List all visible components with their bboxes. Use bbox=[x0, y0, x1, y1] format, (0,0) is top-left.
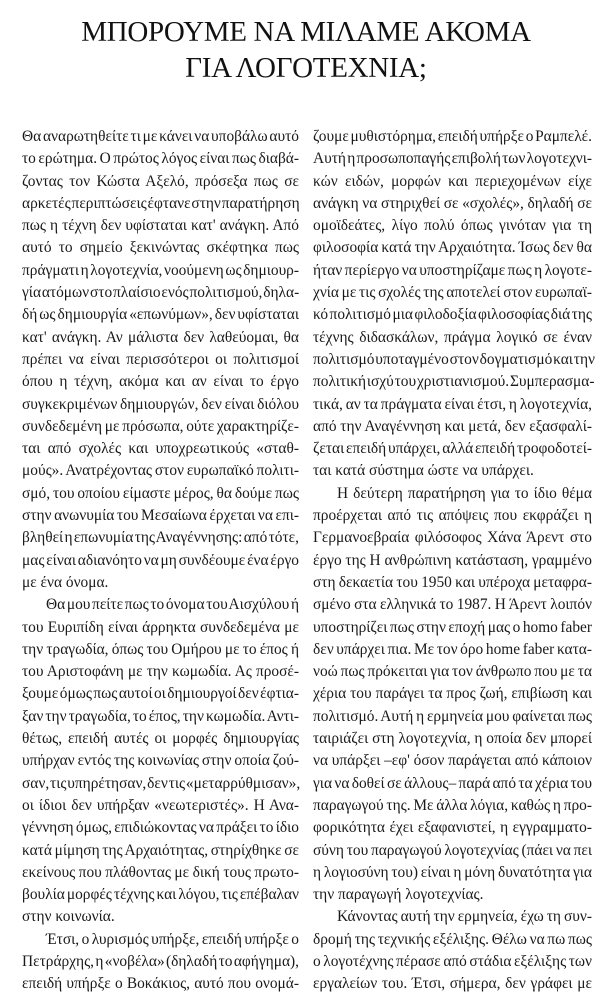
text-line: Έτσι, ο λυρισμός υπήρξε, επειδή υπήρξε ο bbox=[46, 930, 299, 948]
text-line: Θα αναρωτηθείτε τι με κάνει να υποβάλω αυτό bbox=[22, 128, 299, 145]
text-line: πολιτική ισχύ του χριστιανισμού. Συμπερασμα- bbox=[313, 373, 595, 391]
text-line: υποστηρίζει πως στην εποχή μας ο homo faber bbox=[313, 618, 592, 636]
text-line: ται κατά σύστημα ώστε να υπάρχει. bbox=[313, 462, 534, 480]
text-line: την παραγωγή λογοτεχνίας. bbox=[313, 886, 484, 904]
article-title bbox=[0, 14, 612, 86]
text-line: ο λογοτέχνης πέρασε από στάδια εξέλιξης των bbox=[313, 952, 592, 970]
text-line: κό πολιτισμό μια φιλοδοξία φιλοσοφίας διά της bbox=[313, 306, 592, 324]
text-line: από την Αναγέννηση και μετά, δεν εξασφαλί- bbox=[313, 417, 592, 435]
text-line: Πετράρχης, η «νοβέλα» (δηλαδή το αφήγημα), bbox=[22, 952, 299, 970]
text-line: θέτως, επειδή αυτές οι μορφές δημιουργίας bbox=[22, 730, 299, 748]
text-line: αρκετές περιπτώσεις έφτανε στην παρατήρηση bbox=[22, 194, 300, 212]
text-line: ήταν περίεργο να υποστηρίζαμε πως η λογοτε- bbox=[313, 261, 592, 279]
text-line: σμό, του οποίου είμαστε μέρος, θα δούμε πως bbox=[22, 484, 299, 502]
text-line: ζεται επειδή υπάρχει, αλλά επειδή τροφοδοτεί- bbox=[313, 440, 592, 458]
text-line: τικά, αν τα πράγματα είναι έτσι, η λογοτεχνία, bbox=[313, 395, 592, 413]
text-line: ζουμε μυθιστόρημα, επειδή υπήρξε ο Ραμπελέ. bbox=[313, 128, 592, 145]
text-line: δεν υπάρχει πια. Με τον όρο home faber κατα- bbox=[313, 640, 592, 658]
text-line: στη δεκαετία του 1950 και υπέροχα μεταφρα- bbox=[313, 573, 592, 591]
text-line: τέχνης διδασκάλων, πράγμα λογικό σε έναν bbox=[313, 328, 592, 346]
text-line: όπου η τέχνη, ακόμα και αν είναι το έργο bbox=[22, 373, 299, 391]
text-line: χνία με τις σχολές της αποτελεί στον ευρωπαϊ- bbox=[313, 284, 592, 302]
text-line: σαν, τις υπηρέτησαν, δεν τις «μεταρρύθμισαν», bbox=[22, 774, 301, 792]
text-line: νοώ πως πρόκειται για τον άνθρωπο που με τα bbox=[313, 663, 592, 681]
text-line: κατ' ανάγκη. Αν μάλιστα δεν λαθεύομαι, θα bbox=[22, 328, 299, 346]
text-line: ξουμε όμως πως αυτοί οι δημιουργοί δεν έφτια- bbox=[22, 685, 299, 703]
text-line: σμένο στα ελληνικά το 1987. Η Άρεντ λοιπόν bbox=[313, 596, 592, 614]
text-line: Αυτή η προσωποπαγής επιβολή των λογοτεχνι- bbox=[313, 150, 592, 168]
text-line: παραγωγού της. Με άλλα λόγια, καθώς η προ- bbox=[313, 796, 592, 814]
text-line: Θα μου πείτε πως το όνομα του Αισχύλου ή bbox=[46, 596, 299, 614]
text-line: εκείνους που πλάθοντας με δική τους πρωτο- bbox=[22, 863, 299, 881]
text-line: δρομή της τεχνικής εξέλιξης. Θέλω να πω πως bbox=[313, 930, 592, 948]
text-line: γέννηση όμως, επιδιώκοντας να πράξει το ίδιο bbox=[22, 819, 299, 837]
text-line: Η δεύτερη παρατήρηση για το ίδιο θέμα bbox=[337, 484, 592, 502]
text-line: ζοντας τον Κώστα Αξελό, πρόσεξα πως σε bbox=[22, 172, 299, 190]
text-line: χέρια του παράγει τα προς ζωή, επιβίωση και bbox=[313, 685, 592, 703]
text-line: πράγματι η λογοτεχνία, νοούμενη ως δημιουρ- bbox=[22, 261, 299, 279]
title-line-2: ΓΙΑ ΛΟΓΟΤΕΧΝΙΑ; bbox=[185, 52, 427, 84]
text-line: οι ίδιοι δεν υπήρξαν «νεωτεριστές». Η Ανα- bbox=[22, 796, 299, 814]
text-line: φιλοσοφία κατά την Αρχαιότητα. Ίσως δεν θα bbox=[313, 239, 592, 257]
text-line: προέρχεται από τις απόψεις που εκφράζει η bbox=[313, 507, 592, 525]
text-line: εργαλείων του. Έτσι, σήμερα, δεν γράφει με bbox=[313, 975, 592, 993]
text-line: ανάγκη να στηριχθεί σε «σχολές», δηλαδή σε bbox=[313, 194, 592, 212]
text-line: πως η τέχνη δεν υφίσταται κατ' ανάγκη. Από bbox=[22, 217, 299, 235]
text-line: έργο της Η ανθρώπινη κατάσταση, γραμμένο bbox=[313, 551, 592, 569]
text-line: του Ευριπίδη είναι άρρηκτα συνδεδεμένα με bbox=[22, 618, 299, 636]
text-line: ξαν την τραγωδία, το έπος, την κωμωδία. Αντι- bbox=[22, 707, 299, 725]
text-line: πολιτισμό. Αυτή η ερμηνεία μου φαίνεται πως bbox=[313, 707, 592, 725]
text-line: στην ανωνυμία του Μεσαίωνα έρχεται να επι- bbox=[22, 507, 299, 525]
text-line: την τραγωδία, όπως του Ομήρου με το έπος ή bbox=[22, 640, 299, 658]
text-line: ται από σχολές και υποχρεωτικούς «σταθ- bbox=[22, 440, 299, 458]
text-line: κατά μίμηση της Αρχαιότητας, στηρίχθηκε σε bbox=[22, 841, 299, 859]
text-line: μούς». Ανατρέχοντας στον ευρωπαϊκό πολιτι- bbox=[22, 462, 299, 480]
text-line: με ένα όνομα. bbox=[22, 573, 109, 591]
text-line: σύνη του παραγωγού λογοτεχνίας (πάει να πει bbox=[313, 841, 592, 859]
left-text-column bbox=[22, 126, 299, 996]
text-line: βουλία μορφές τέχνης και λόγου, τις επέβαλαν bbox=[22, 886, 299, 904]
text-line: για να δοθεί σε άλλους– παρά από τα χέρια του bbox=[313, 774, 592, 792]
text-line: συνδεδεμένη με πρόσωπα, ούτε χαρακτηρίζε- bbox=[22, 417, 299, 435]
text-line: συγκεκριμένων δημιουργών, δεν είναι διόλου bbox=[22, 395, 299, 413]
text-line: υπήρχαν εντός της κοινωνίας στην οποία ζού- bbox=[22, 752, 299, 770]
text-line: Γερμανοεβραία φιλόσοφος Χάνα Άρεντ στο bbox=[313, 529, 592, 547]
text-line: ταιριάζει στη λογοτεχνία, η οποία δεν μπορεί bbox=[313, 730, 592, 748]
text-line: να υπάρξει –εφ' όσον παράγεται από κάποιον bbox=[313, 752, 592, 770]
text-line: δή ως δημιουργία «επωνύμων», δεν υφίσταται bbox=[22, 306, 299, 324]
title-line-1: ΜΠΟΡΟΥΜΕ ΝΑ ΜΙΛΑΜΕ ΑΚΟΜΑ bbox=[81, 16, 531, 48]
text-line: μας είναι αδιανόητο να μη συνδέουμε ένα έργο bbox=[22, 551, 299, 569]
text-line: του Αριστοφάνη με την κωμωδία. Ας προσέ- bbox=[22, 663, 299, 681]
text-line: επειδή υπήρξε ο Βοκάκιος, αυτό που ονομά- bbox=[22, 975, 299, 993]
text-line: γία ατόμων στο πλαίσιο ενός πολιτισμού, δηλα- bbox=[22, 284, 300, 302]
text-line: κών ειδών, μορφών και περιεχομένων είχε bbox=[313, 172, 592, 190]
text-line: Κάνοντας αυτή την ερμηνεία, έχω τη συν- bbox=[337, 908, 592, 926]
text-line: αυτό το σημείο ξεκινώντας σκέφτηκα πως bbox=[22, 239, 299, 257]
text-line: η λογιοσύνη του) είναι η μόνη δυνατότητα για bbox=[313, 863, 592, 881]
right-text-column bbox=[313, 126, 595, 996]
text-line: βληθεί η επωνυμία της Αναγέννησης: από τότε, bbox=[22, 529, 299, 547]
text-line: πολιτισμό υποταγμένο στον δογματισμό και την bbox=[313, 350, 595, 368]
text-line: φορικότητα έχει εξαφανιστεί, η εγγραμματο- bbox=[313, 819, 592, 837]
text-line: στην κοινωνία. bbox=[22, 908, 115, 926]
text-line: το ερώτημα. Ο πρώτος λόγος είναι πως διαβά- bbox=[22, 150, 299, 168]
text-line: ομοϊδεάτες, λίγο πολύ όπως γινόταν για τη bbox=[313, 217, 592, 235]
text-line: πρέπει να είναι περισσότεροι οι πολιτισμοί bbox=[22, 350, 299, 368]
